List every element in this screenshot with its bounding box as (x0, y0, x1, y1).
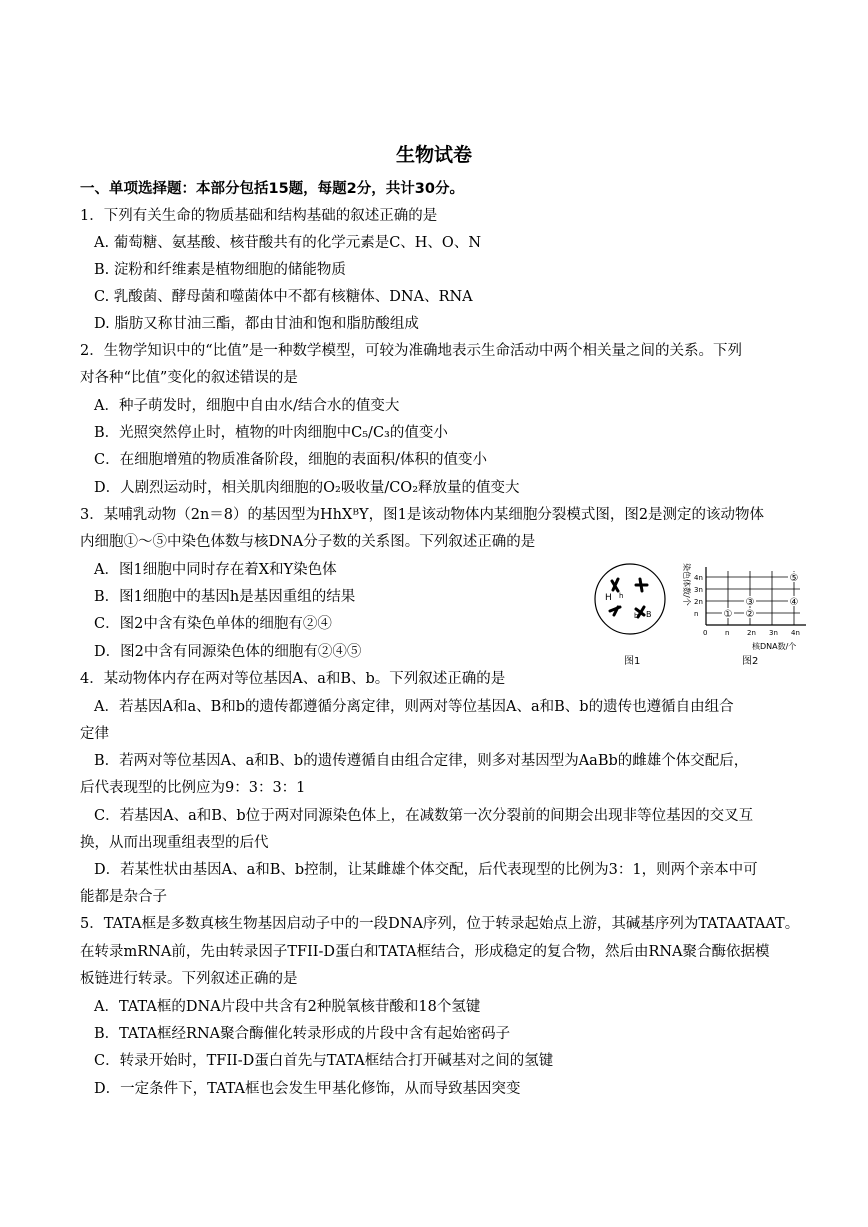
figure2-chart (672, 557, 812, 653)
q5-option-d: D．一定条件下，TATA框也会发生甲基化修饰，从而导致基因突变 (94, 1081, 521, 1097)
page-title: 生物试卷 (395, 144, 472, 166)
fig2-xtick-label: n (725, 629, 730, 637)
q4-option-a-line2: 定律 (80, 726, 109, 742)
figure1-cell-diagram (592, 561, 668, 637)
fig2-ytick-label: 3n (694, 586, 703, 594)
gene-label-b: b (634, 612, 639, 620)
q1-option-b: B. 淀粉和纤维素是植物细胞的储能物质 (94, 262, 346, 278)
fig2-ytick-label: 4n (694, 574, 703, 582)
figure2-label: 图2 (742, 656, 759, 667)
fig2-ylabel: 染色体数/个 (682, 563, 691, 606)
q2-stem-line2: 对各种“比值”变化的叙述错误的是 (80, 370, 298, 386)
gene-label-H: H (605, 593, 612, 603)
chromosomes (610, 579, 647, 617)
q2-stem-line1: 2．生物学知识中的“比值”是一种数学模型，可较为准确地表示生命活动中两个相关量之间的关系。下列 (80, 343, 743, 359)
q4-stem: 4．某动物体内存在两对等位基因A、a和B、b。下列叙述正确的是 (80, 671, 506, 687)
fig2-point: ⑤ (789, 573, 799, 584)
fig2-xtick-label: 0 (703, 629, 708, 637)
fig2-point: ③ (745, 597, 755, 608)
section-heading: 一、单项选择题：本部分包括15题，每题2分，共计30分。 (80, 181, 464, 197)
q2-option-b: B．光照突然停止时，植物的叶肉细胞中C₅/C₃的值变小 (94, 425, 448, 441)
q5-stem-line3: 板链进行转录。下列叙述正确的是 (80, 971, 298, 987)
q4-option-c-line2: 换，从而出现重组表型的后代 (80, 835, 269, 851)
fig2-point: ① (723, 609, 733, 620)
q5-option-b: B．TATA框经RNA聚合酶催化转录形成的片段中含有起始密码子 (94, 1026, 511, 1042)
q5-stem-line2: 在转录mRNA前，先由转录因子TFII-D蛋白和TATA框结合，形成稳定的复合物，然后由RNA聚合酶依据模 (80, 944, 770, 960)
fig2-xlabel: 核DNA数/个 (752, 642, 797, 651)
q5-option-a: A．TATA框的DNA片段中共含有2种脱氧核苷酸和18个氢键 (94, 999, 481, 1015)
q3-option-a: A．图1细胞中同时存在着X和Y染色体 (94, 562, 337, 578)
fig2-ytick-label: 2n (694, 598, 703, 606)
q3-option-d: D．图2中含有同源染色体的细胞有②④⑤ (94, 644, 362, 660)
gene-label-B: B (646, 610, 652, 619)
fig2-ytick-label: n (694, 610, 699, 618)
gene-label-h: h (619, 592, 624, 600)
q1-option-a: A. 葡萄糖、氨基酸、核苷酸共有的化学元素是C、H、O、N (94, 235, 482, 251)
q2-option-a: A．种子萌发时，细胞中自由水/结合水的值变大 (94, 398, 400, 414)
q3-stem-line1: 3．某哺乳动物（2n＝8）的基因型为HhXᴮY，图1是该动物体内某细胞分裂模式图，图2是测定的该动物体 (80, 507, 765, 523)
q1-stem: 1．下列有关生命的物质基础和结构基础的叙述正确的是 (80, 208, 438, 224)
q2-option-c: C．在细胞增殖的物质准备阶段，细胞的表面积/体积的值变小 (94, 452, 487, 468)
q4-option-b-line1: B．若两对等位基因A、a和B、b的遗传遵循自由组合定律，则多对基因型为AaBb的雌雄个体交配后， (94, 753, 749, 769)
q4-option-d-line1: D．若某性状由基因A、a和B、b控制，让某雌雄个体交配，后代表现型的比例为3：1，则两个亲本中可 (94, 862, 758, 878)
q3-option-c: C．图2中含有染色单体的细胞有②④ (94, 616, 332, 632)
q4-option-a-line1: A．若基因A和a、B和b的遗传都遵循分离定律，则两对等位基因A、a和B、b的遗传也遵循自由组合 (94, 699, 734, 715)
q5-option-c: C．转录开始时，TFII-D蛋白首先与TATA框结合打开碱基对之间的氢键 (94, 1053, 554, 1069)
q4-option-d-line2: 能都是杂合子 (80, 889, 167, 905)
q4-option-b-line2: 后代表现型的比例应为9：3：3：1 (80, 780, 306, 796)
q1-option-c: C. 乳酸菌、酵母菌和噬菌体中不都有核糖体、DNA、RNA (94, 289, 473, 305)
figure1-label: 图1 (624, 656, 641, 667)
q2-option-d: D．人剧烈运动时，相关肌肉细胞的O₂吸收量/CO₂释放量的值变大 (94, 480, 520, 496)
q3-option-b: B．图1细胞中的基因h是基因重组的结果 (94, 589, 356, 605)
fig2-xtick-label: 2n (747, 629, 756, 637)
q5-stem-line1: 5．TATA框是多数真核生物基因启动子中的一段DNA序列，位于转录起始点上游，其碱基序列为TATAATAAT。 (80, 916, 800, 932)
fig2-xtick-label: 4n (791, 629, 800, 637)
fig2-point: ② (745, 609, 755, 620)
q1-option-d: D. 脂肪又称甘油三酯，都由甘油和饱和脂肪酸组成 (94, 316, 419, 332)
q3-stem-line2: 内细胞①～⑤中染色体数与核DNA分子数的关系图。下列叙述正确的是 (80, 534, 536, 550)
fig2-xtick-label: 3n (769, 629, 778, 637)
fig2-point: ④ (789, 597, 799, 608)
q4-option-c-line1: C．若基因A、a和B、b位于两对同源染色体上，在减数第一次分裂前的间期会出现非等位基因的交叉互 (94, 808, 754, 824)
